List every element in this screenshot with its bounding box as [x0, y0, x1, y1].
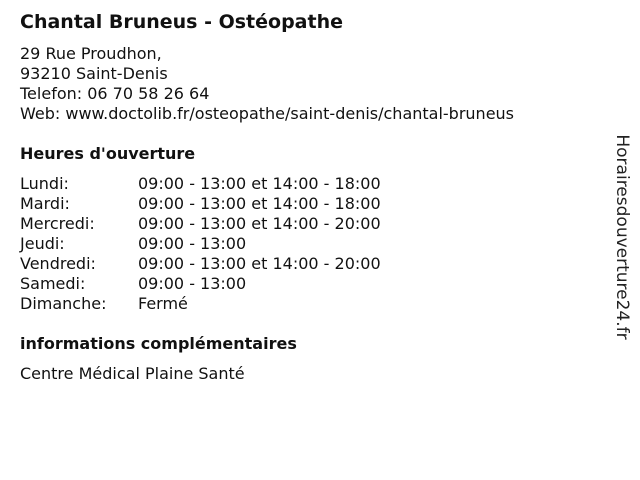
info-heading: informations complémentaires [20, 334, 297, 353]
contact-block [20, 44, 600, 124]
page-title: Chantal Bruneus - Ostéopathe [20, 11, 343, 33]
hours-table [20, 174, 600, 314]
hours-row-mercredi [20, 214, 600, 234]
hours-day: Mercredi: [20, 214, 95, 233]
address-street: 29 Rue Proudhon, [20, 44, 162, 63]
hours-day: Vendredi: [20, 254, 96, 273]
hours-time: 09:00 - 13:00 [138, 274, 247, 293]
hours-heading: Heures d'ouverture [20, 144, 196, 163]
hours-row-vendredi [20, 254, 600, 274]
phone-number: Telefon: 06 70 58 26 64 [20, 84, 210, 103]
hours-day: Mardi: [20, 194, 70, 213]
hours-day: Dimanche: [20, 294, 107, 313]
hours-time: Fermé [138, 294, 188, 313]
hours-row-mardi [20, 194, 600, 214]
hours-day: Jeudi: [20, 234, 65, 253]
hours-day: Lundi: [20, 174, 69, 193]
hours-row-lundi [20, 174, 600, 194]
website-link[interactable]: Web: www.doctolib.fr/osteopathe/saint-denis/chantal-bruneus [20, 104, 515, 123]
hours-time: 09:00 - 13:00 [138, 234, 247, 253]
hours-time: 09:00 - 13:00 et 14:00 - 18:00 [138, 194, 381, 213]
hours-time: 09:00 - 13:00 et 14:00 - 20:00 [138, 254, 381, 273]
business-card [20, 10, 600, 384]
hours-time: 09:00 - 13:00 et 14:00 - 18:00 [138, 174, 381, 193]
hours-row-dimanche [20, 294, 600, 314]
hours-row-jeudi [20, 234, 600, 254]
hours-row-samedi [20, 274, 600, 294]
hours-time: 09:00 - 13:00 et 14:00 - 20:00 [138, 214, 381, 233]
address-city: 93210 Saint-Denis [20, 64, 168, 83]
hours-day: Samedi: [20, 274, 86, 293]
site-watermark: Horairesdouverture24.fr [612, 134, 632, 340]
info-text: Centre Médical Plaine Santé [20, 364, 245, 383]
